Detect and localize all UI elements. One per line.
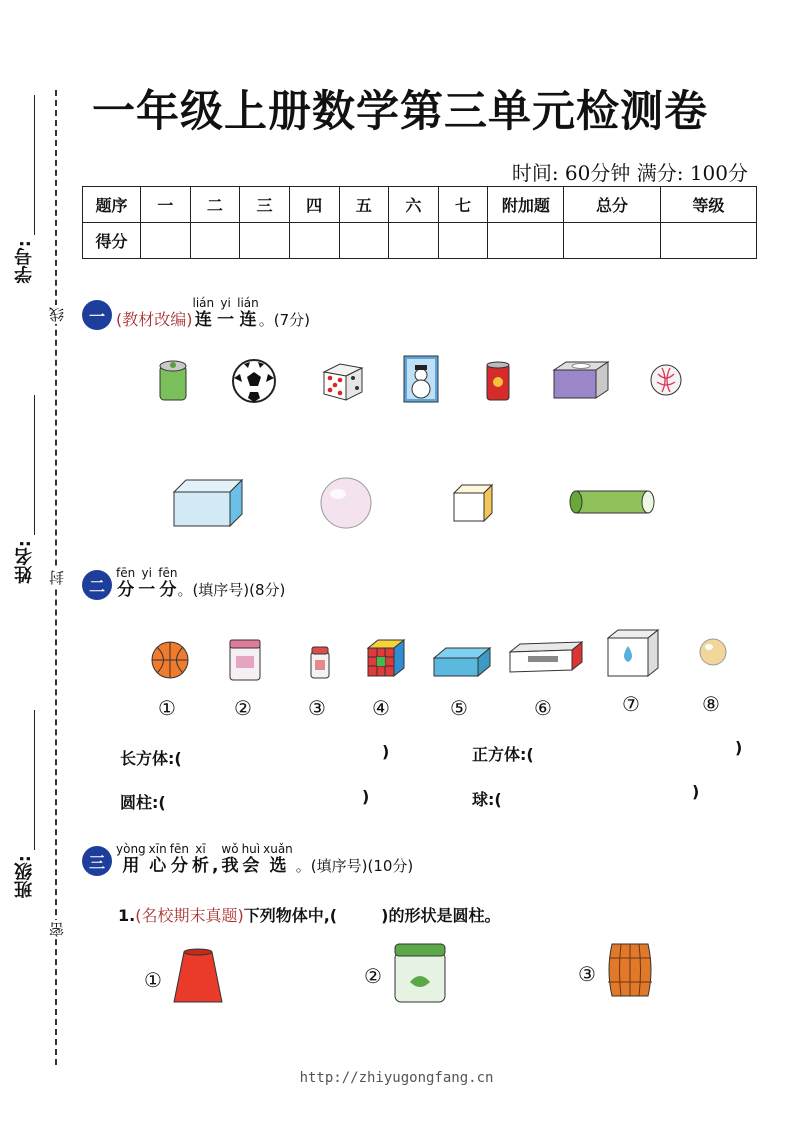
score-header-cell: 五 <box>339 187 389 223</box>
section-1-heading <box>82 296 310 330</box>
name-label: 姓名: <box>14 540 35 584</box>
item-number: ③ <box>308 696 326 720</box>
score-header-cell: 二 <box>190 187 240 223</box>
item-number: ⑤ <box>450 696 468 720</box>
cut-mark-xian: 线 <box>48 307 66 322</box>
barrel-icon <box>604 940 656 1000</box>
score-cell[interactable] <box>389 223 439 259</box>
item-number: ⑧ <box>702 692 720 716</box>
pinyin-word: fēn 分 <box>116 566 136 600</box>
tissue-box-icon <box>552 360 610 400</box>
exam-meta: 时间: 60分钟 满分: 100分 <box>511 161 748 185</box>
toothpaste-box-icon <box>508 640 584 674</box>
rubiks-cube-icon <box>366 638 406 678</box>
pinyin-word: fēn 分 <box>158 566 178 600</box>
cube-shape-icon <box>452 483 494 523</box>
question-text-a: 下列物体中,( <box>243 906 338 925</box>
score-header-cell: 总分 <box>564 187 660 223</box>
ball-icon <box>648 362 684 398</box>
pinyin-word: yi 一 <box>217 296 235 330</box>
score-header-cell: 七 <box>438 187 488 223</box>
score-header-cell: 六 <box>389 187 439 223</box>
score-cell[interactable] <box>339 223 389 259</box>
section-2-badge: 二 <box>82 570 112 600</box>
footer-url[interactable]: http://zhiyugongfang.cn <box>299 1070 494 1086</box>
section-1-tail: 。(7分) <box>258 311 311 329</box>
cuboid-answer-label: 长方体:( <box>120 749 182 768</box>
section-1-source: (教材改编) <box>116 310 193 329</box>
question-source: (名校期末真题) <box>135 906 244 925</box>
class-label: 班级: <box>14 855 35 899</box>
score-header-cell: 三 <box>240 187 290 223</box>
score-header-cell: 题序 <box>83 187 141 223</box>
score-row-label: 得分 <box>83 223 141 259</box>
question-3-1 <box>118 903 500 926</box>
score-cell[interactable] <box>660 223 756 259</box>
item-number: ① <box>158 696 176 720</box>
cup-icon <box>172 948 224 1006</box>
pinyin-word: xīn 心 <box>148 842 167 876</box>
class-blank <box>34 710 35 850</box>
item-number: ② <box>234 696 252 720</box>
student-id-blank <box>34 95 35 235</box>
score-cell[interactable] <box>564 223 660 259</box>
cylinder-answer-close: ) <box>362 787 370 806</box>
score-cell[interactable] <box>240 223 290 259</box>
pinyin-word: huì 会 <box>241 842 261 876</box>
cylinder-shape-icon <box>568 488 656 516</box>
pearl-ball-icon <box>698 637 728 667</box>
container-icon <box>228 636 262 682</box>
pinyin-word: wǒ 我 <box>221 842 239 876</box>
pinyin-word: xuǎn 选 <box>263 842 293 876</box>
score-header-cell: 等级 <box>660 187 756 223</box>
cuboid-answer-close: ) <box>382 742 390 761</box>
score-header-cell: 一 <box>141 187 191 223</box>
cube-answer-close: ) <box>735 738 743 757</box>
pinyin-word: yòng 用 <box>116 842 146 876</box>
binding-strip <box>0 0 80 1122</box>
sphere-shape-icon <box>318 476 374 530</box>
pinyin-word: fēn 分 <box>169 842 189 876</box>
section-3-heading <box>82 842 413 876</box>
sphere-answer-close: ) <box>692 782 700 801</box>
option-number: ① <box>144 968 162 992</box>
item-number: ④ <box>372 696 390 720</box>
jar-icon <box>158 358 188 402</box>
score-value-row <box>83 223 757 259</box>
basketball-icon <box>150 640 190 680</box>
score-header-row <box>83 187 757 223</box>
tea-jar-icon <box>392 942 448 1004</box>
pinyin-word: lián 连 <box>192 296 215 330</box>
option-number: ② <box>364 964 382 988</box>
snowman-picture-icon <box>403 355 439 403</box>
dice-icon <box>320 360 366 402</box>
pinyin-word: xī 析 <box>191 842 209 876</box>
name-blank <box>34 395 35 535</box>
item-number: ⑦ <box>622 692 640 716</box>
flat-box-icon <box>432 646 492 680</box>
pinyin-word: , <box>211 856 219 876</box>
score-table <box>82 186 757 259</box>
pinyin-word: yi 一 <box>138 566 156 600</box>
small-bottle-icon <box>308 644 332 680</box>
section-3-badge: 三 <box>82 846 112 876</box>
score-cell[interactable] <box>488 223 564 259</box>
section-2-heading <box>82 566 285 600</box>
item-number: ⑥ <box>534 696 552 720</box>
question-number: 1. <box>118 906 136 925</box>
can-icon <box>484 360 512 402</box>
cube-answer-label: 正方体:( <box>472 745 534 764</box>
score-cell[interactable] <box>289 223 339 259</box>
cut-mark-feng: 封 <box>48 570 66 585</box>
section-3-tail: 。(填序号)(10分) <box>295 857 414 875</box>
score-cell[interactable] <box>190 223 240 259</box>
student-id-label: 学号: <box>14 240 35 284</box>
score-cell[interactable] <box>438 223 488 259</box>
cut-mark-mi: 密 <box>48 922 66 937</box>
score-cell[interactable] <box>141 223 191 259</box>
question-text-b: )的形状是圆柱。 <box>381 906 501 925</box>
pinyin-word: lián 连 <box>237 296 259 330</box>
water-cube-box-icon <box>606 628 660 678</box>
page-title: 一年级上册数学第三单元检测卷 <box>92 87 708 137</box>
option-number: ③ <box>578 962 596 986</box>
cuboid-shape-icon <box>172 478 244 528</box>
score-header-cell: 四 <box>289 187 339 223</box>
sphere-answer-label: 球:( <box>472 790 502 809</box>
section-2-tail: 。(填序号)(8分) <box>177 581 286 599</box>
section-1-badge: 一 <box>82 300 112 330</box>
score-header-cell: 附加题 <box>488 187 564 223</box>
cylinder-answer-label: 圆柱:( <box>120 793 166 812</box>
soccer-ball-icon <box>230 358 278 404</box>
